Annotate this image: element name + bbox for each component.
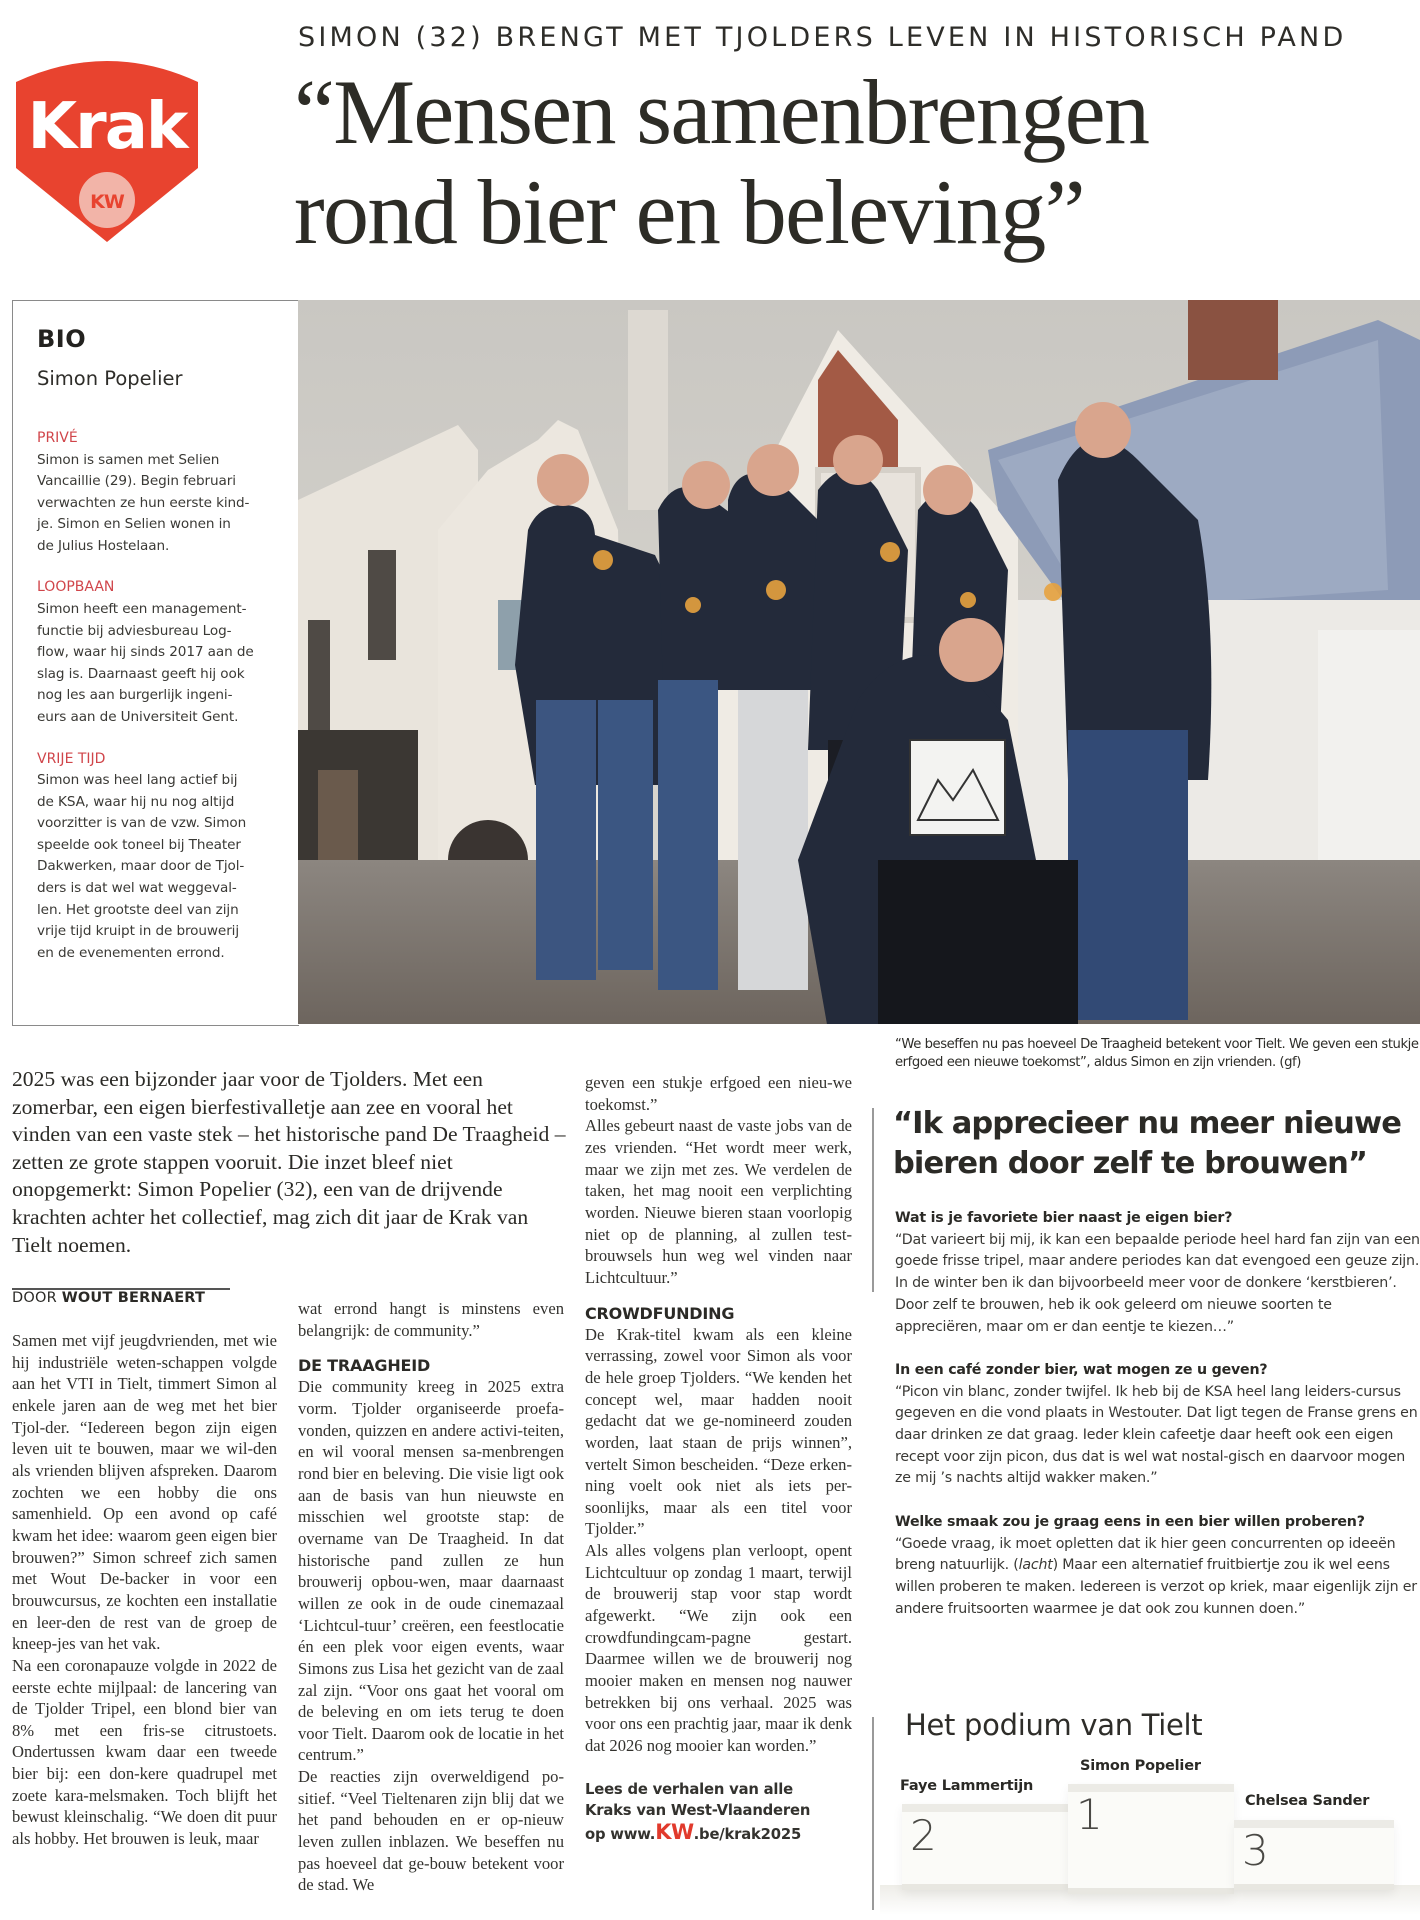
column-divider [872, 1108, 874, 1292]
article-column-3 [585, 1072, 852, 1845]
qa-answer: “Picon vin blanc, zonder twijfel. Ik heb bij de KSA heel lang leiders-cursus gegeven en die vond plaats in Westouter. Dat ligt tegen de Franse grens en daar drinken ze dat graag. Ieder klein cafeetje daar heeft ook een eigen recept voor zijn picon, dus dat is wel wat nostal-gisch en daarvoor mogen ze mij ’s nachts altijd wakker maken.” [895, 1383, 1418, 1487]
bio-line: ders is dat wel wat weggeval- [37, 880, 237, 896]
bio-line: voorzitter is van de vzw. Simon [37, 815, 247, 832]
kw-wordmark: KW [655, 1819, 694, 1844]
bio-line: Dakwerken, maar door de Tjol- [37, 858, 245, 875]
qa-item [895, 1512, 1420, 1621]
qa-question: Wat is je favoriete bier naast je eigen bier? [895, 1210, 1233, 1226]
qa-question: Welke smaak zou je graag eens in een bier willen proberen? [895, 1513, 1365, 1530]
bio-line: len. Het grootste deel van zijn [37, 901, 239, 918]
paragraph: Samen met vijf jeugdvrienden, met wie hij industriële weten-schappen volgde aan het VTI in Tielt, timmert Simon al enkele jaren aan de weg met het bier Tjol-der. “Iedereen begon zijn eigen leven uit te bouwen, maar we wil-den als vrienden blijven afspreken. Daarom zochten we een hobby die ons samenhield. Op een avond op café kwam het idee: waarom geen eigen bier brouwen?” Simon schreef zich samen met Wout De-backer in voor een brouwcursus, ze kochten een installatie en leer-den de rest van de groep de kneep-jes van het vak. [12, 1331, 277, 1654]
qa-answer-italic: lacht [1018, 1557, 1053, 1574]
podium-name-3: Chelsea Sander [1245, 1793, 1370, 1809]
interview-qa [895, 1208, 1420, 1642]
group-photo [298, 300, 1420, 1024]
paragraph: Als alles volgens plan verloopt, opent Lichtcultuur op zondag 1 maart, terwijl de brouwerij stap voor stap wordt afgewerkt. “We zijn ook een crowdfundingcam-pagne gestart. Daarmee willen we de brouwerij nog mooier maken en mensen nog nauwer betrekken bij ons verhaal. 2025 was voor ons een prachtig jaar, maar ik denk dat 2026 nog mooier kan worden.” [585, 1541, 852, 1756]
bio-title: BIO [37, 325, 87, 353]
article-column-1 [12, 1330, 277, 1850]
paragraph: Die community kreeg in 2025 extra vorm. Tjolder organiseerde proefa-vonden, quizzen en andere activi-teiten, en wil vooral mensen sa-menbrengen rond bier en beleving. Die visie ligt ook aan de basis van hun nieuwste en misschien wel grootste stap: de overname van De Traagheid. In dat historische pand zullen ze hun brouwerij opbou-wen, maar daarnaast willen ze ook in de oude cinemazaal ‘Lichtcul-tuur’ creëren, een feestlocatie én een plek voor eigen events, waar Simons zus Lisa het gezicht van de zaal zal zijn. “Voor ons gaat het vooral om de beleving en om iets terug te doen voor Tielt. Daarom ook de locatie in het centrum.” [298, 1377, 564, 1765]
bio-text [37, 770, 275, 964]
promo-link-prefix: op www. [585, 1825, 656, 1843]
podium-rank-1: 1 [1076, 1790, 1103, 1839]
bio-section-prive [37, 428, 275, 557]
headline-line-1: “Mensen samenbrengen [294, 61, 1149, 163]
qa-answer: “Dat varieert bij mij, ik kan een bepaalde periode heel hard fan zijn van een goede frisse tripel, maar andere periodes kan dat evengoed een geuze zijn. In de winter ben ik dan bijvoorbeeld meer voor de donkere ‘kerstbieren’. Door zelf te brouwen, heb ik ook geleerd om nieuwe soorten te appreciëren, maar om er dan eentje te kiezen…” [895, 1231, 1420, 1335]
article-intro: 2025 was een bijzonder jaar voor de Tjolders. Met een zomerbar, een eigen bierfestivalletje aan zee en vooral het vinden van een vaste stek – het historische pand De Traagheid – zetten ze grote stappen vooruit. Die inzet bleef niet onopgemerkt: Simon Popelier (32), een van de drijvende krachten achter het collectief, mag zich dit jaar de Krak van Tielt noemen. [12, 1067, 566, 1257]
bio-label: LOOPBAAN [37, 579, 115, 596]
headline [294, 62, 1148, 262]
bio-line: verwachten ze hun eerste kind- [37, 494, 250, 511]
podium-name-1: Simon Popelier [1080, 1758, 1201, 1774]
qa-answer [895, 1534, 1420, 1621]
svg-text:Krak: Krak [27, 90, 187, 164]
promo-link-suffix: .be/krak2025 [693, 1825, 802, 1843]
bio-text [37, 450, 275, 558]
bio-line: flow, waar hij sinds 2017 aan de [37, 644, 254, 661]
interview-heading [893, 1104, 1420, 1184]
podium-rank-3: 3 [1242, 1826, 1269, 1875]
paragraph: geven een stukje erfgoed een nieu-we toekomst.” [585, 1073, 852, 1114]
byline-author: WOUT BERNAERT [61, 1290, 206, 1306]
qa-answer-part: ) Maar een alternatief fruitbiertje zou ik wel eens willen proberen te maken. Iedereen is verzot op kriek, maar eigenlijk zijn er andere fruitsoorten waarmee je dat ook zou kunnen doen.” [895, 1557, 1417, 1617]
bio-line: eurs aan de Universiteit Gent. [37, 708, 239, 725]
qa-question: In een café zonder bier, wat mogen ze u geven? [895, 1361, 1268, 1378]
promo-line: Lees de verhalen van alle [585, 1780, 794, 1798]
krak-promo [585, 1779, 852, 1846]
byline [12, 1290, 205, 1306]
paragraph: De Krak-titel kwam als een kleine verrassing, zowel voor Simon als voor de hele groep Tjolders. “We kenden het concept wel, maar hadden nooit gedacht dat we ge-nomineerd zouden worden, laat staan de prijs winnen”, vertelt Simon bescheiden. “Deze erken-ning voelt ook niet als iets per-soonlijks, maar als een titel voor Tjolder.” [585, 1324, 852, 1539]
subheading-crowdfunding: CROWDFUNDING [585, 1303, 735, 1323]
paragraph: wat errond hangt is minstens even belangrijk: de community.” [298, 1299, 564, 1340]
bio-section-vrije-tijd [37, 749, 275, 965]
headline-line-2: rond bier en beleving” [294, 161, 1084, 263]
subheading-de-traagheid: DE TRAAGHEID [298, 1356, 431, 1376]
podium-name-2: Faye Lammertijn [900, 1778, 1034, 1794]
bio-line: slag is. Daarnaast geeft hij ook [37, 665, 245, 682]
bio-section-loopbaan [37, 577, 275, 728]
bio-line: de KSA, waar hij nu nog altijd [37, 793, 235, 810]
podium-rank-2: 2 [910, 1811, 937, 1860]
paragraph: Alles gebeurt naast de vaste jobs van de zes vrienden. “Het wordt meer werk, maar we zijn met zes. We verdelen de taken, het mag nooit een verplichting worden. Nieuwe bieren staan voorlopig niet op de planning, al zullen test-brouwsels hun weg wel vinden naar Lichtcultuur.” [585, 1116, 852, 1287]
kicker: SIMON (32) BRENGT MET TJOLDERS LEVEN IN HISTORISCH PAND [298, 22, 1347, 53]
bio-name: Simon Popelier [37, 367, 183, 390]
article-column-2 [298, 1298, 564, 1896]
bio-line: speelde ook toneel bij Theater [37, 836, 241, 853]
bio-label: PRIVÉ [37, 430, 78, 446]
interview-heading-line-2: bieren door zelf te brouwen” [893, 1146, 1368, 1181]
svg-text:KW: KW [90, 191, 124, 213]
krak-kw-logo [12, 48, 202, 244]
promo-link[interactable] [585, 1819, 852, 1846]
qa-item [895, 1208, 1420, 1338]
bio-text [37, 599, 275, 729]
bio-line: en de evenementen errond. [37, 944, 225, 961]
podium-graphic [880, 1758, 1420, 1920]
bio-line: functie bij adviesbureau Log- [37, 622, 232, 639]
bio-line: vrije tijd kruipt in de brouwerij [37, 923, 240, 940]
paragraph: Na een coronapauze volgde in 2022 de eerste echte mijlpaal: de lancering van de Tjolder Tripel, een blond bier van 8% met een fris-se citrustoets. Ondertussen kwam daar een tweede bier bij: een don-kere quadrupel met zoete kara-melsmaken. Toch blijft het bewust kleinschalig. “We doen dit puur als hobby. Het brouwen is leuk, maar [12, 1655, 277, 1849]
bio-line: Vancaillie (29). Begin februari [37, 473, 236, 490]
podium-title: Het podium van Tielt [905, 1708, 1203, 1742]
bio-line: de Julius Hostelaan. [37, 537, 170, 554]
interview-heading-line-1: “Ik apprecieer nu meer nieuwe [893, 1106, 1402, 1141]
byline-prefix: DOOR [12, 1290, 62, 1306]
bio-line: nog les aan burgerlijk ingeni- [37, 687, 233, 704]
bio-label: VRIJE TIJD [37, 750, 106, 767]
promo-line: Kraks van West-Vlaanderen [585, 1802, 811, 1820]
bio-line: Simon was heel lang actief bij [37, 772, 238, 789]
bio-line: Simon heeft een management- [37, 600, 247, 617]
qa-item [895, 1360, 1420, 1490]
podium-divider [872, 1717, 874, 1910]
bio-box [12, 300, 299, 1026]
paragraph: De reacties zijn overweldigend po-sitief. “Veel Tieltenaren zijn blij dat we het pand behouden en er op-nieuw leven zullen inblazen. We beseffen nu pas hoeveel dat ge-bouw betekent voor de stad. We [298, 1767, 564, 1895]
photo-caption: “We beseffen nu pas hoeveel De Traagheid betekent voor Tielt. We geven een stukje erfgoed een nieuwe toekomst”, aldus Simon en zijn vrienden. (gf) [895, 1037, 1419, 1070]
bio-line: Simon is samen met Selien [37, 451, 220, 468]
bio-line: je. Simon en Selien wonen in [37, 516, 231, 533]
qa-answer-part: “Goede vraag, ik moet opletten dat ik hier geen concurrenten op ideeën breng natuurlijk. ( [895, 1535, 1396, 1574]
